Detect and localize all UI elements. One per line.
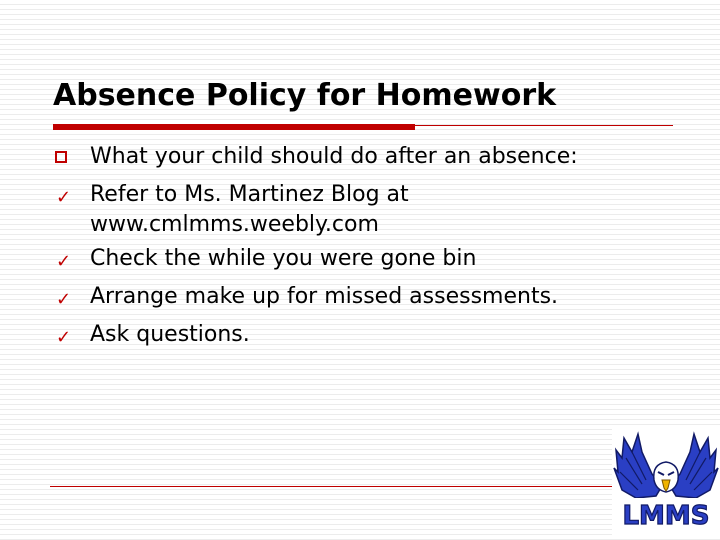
bullet-item bbox=[54, 138, 704, 176]
title-underline-thick bbox=[53, 124, 415, 130]
square-bullet-icon bbox=[54, 138, 78, 176]
bullet-item bbox=[54, 316, 704, 354]
bullet-text: Refer to Ms. Martinez Blog at bbox=[90, 182, 409, 207]
check-bullet-icon: ✓ bbox=[56, 187, 72, 208]
blog-url-text: www.cmlmms.weebly.com bbox=[90, 212, 379, 237]
check-bullet-icon: ✓ bbox=[56, 289, 72, 310]
bullet-text: Check the while you were gone bin bbox=[90, 246, 477, 271]
title-underline-thin bbox=[415, 125, 673, 126]
slide-title: Absence Policy for Homework bbox=[53, 78, 557, 113]
bullet-text: What your child should do after an absence: bbox=[90, 144, 578, 169]
check-bullet-icon: ✓ bbox=[56, 251, 72, 272]
bullet-item bbox=[54, 278, 704, 316]
bullet-item bbox=[54, 176, 704, 240]
lmms-logo bbox=[612, 428, 720, 536]
bullet-list bbox=[54, 138, 704, 354]
footer-divider bbox=[50, 486, 612, 487]
bullet-text: Arrange make up for missed assessments. bbox=[90, 284, 559, 309]
logo-text: LMMS bbox=[622, 501, 710, 531]
check-bullet-icon: ✓ bbox=[56, 327, 72, 348]
eagle-mascot-icon bbox=[612, 428, 720, 536]
bullet-text: Ask questions. bbox=[90, 322, 250, 347]
bullet-item bbox=[54, 240, 704, 278]
